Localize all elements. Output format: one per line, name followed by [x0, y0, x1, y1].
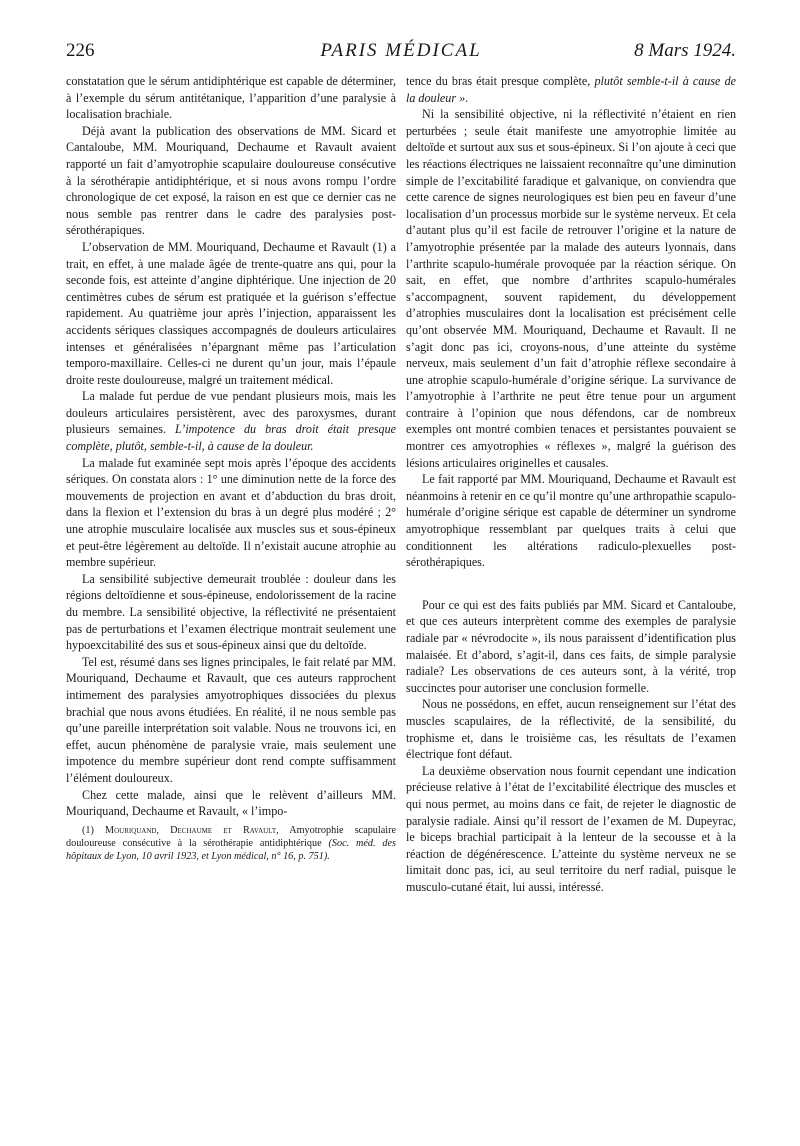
paragraph: Pour ce qui est des faits publiés par MM. Sicard et Cantaloube, et que ces auteurs interprètent comme des exemples de paralysie radiale par « névrodocite », ils nous paraissent d’identification plus malaisée. Et d’abord, s’agit-il, dans ces faits, de simple paralysie radiale? Les observations de ces auteurs sont, à la vérité, trop succinctes pour autoriser une conclusion formelle. [406, 597, 736, 695]
paragraph: La malade fut examinée sept mois après l’époque des accidents sériques. On constata alors : 1° une diminution nette de la force des mouvements de projection en avant et d’abduction du bras droit, dans la flexion et l’extension du bras à un degré plus modéré ; 2° une atrophie musculaire localisée aux muscles sus et sous-épineux et peut-être légèrement au deltoïde. Il n’existait aucune atrophie au membre supérieur. [66, 455, 396, 570]
issue-date: 8 Mars 1924. [634, 40, 736, 61]
paragraph: Chez cette malade, ainsi que le relèvent d’ailleurs MM. Mouriquand, Dechaume et Ravault, « l’impo- [66, 787, 396, 819]
footnote-title: Amyotrophie scapulaire douloureuse consécutive à la sérothérapie antidiphtérique [66, 824, 396, 849]
left-column [66, 73, 396, 863]
italic-text: L’impotence du bras droit était presque complète, plutôt, semble-t-il, à cause de la douleur. [66, 422, 396, 454]
section-gap [406, 571, 736, 597]
footnote-authors: (1) Mouriquand, Dechaume et Ravault, [82, 824, 279, 836]
paragraph: constatation que le sérum antidiphtérique est capable de déterminer, à l’exemple du sérum antitétanique, l’apparition d’une paralysie à localisation brachiale. [66, 74, 396, 122]
paragraph-text: tence du bras était presque complète, [406, 74, 591, 88]
journal-title: PARIS MÉDICAL [320, 40, 482, 61]
paragraph: Déjà avant la publication des observations de MM. Sicard et Cantaloube, MM. Mouriquand, Dechaume et Ravault avaient rapporté un fait d’amyotrophie scapulaire douloureuse consécutive à la sérothérapie antidiphtérique, et si nous avons rompu l’ordre chronologique de cet exposé, la raison en est que ce dernier cas ne nous semble pas rentrer dans le cadre des paralysies post-sérothérapiques. [66, 123, 396, 238]
paragraph: Ni la sensibilité objective, ni la réflectivité n’étaient en rien perturbées ; seule était manifeste une amyotrophie limitée au deltoïde et surtout aux sus et sous-épineux. Si l’on ajoute à ceci que les réactions électriques ne laissaient reconnaître qu’une diminution simple de l’excitabilité faradique et galvanique, on conviendra que cette carence de signes neurologiques est bien peu en faveur d’une localisation d’un processus morbide sur le système nerveux. Et cela d’autant plus qu’il est facile de retrouver l’origine et la nature de l’amyotrophie présentée par la malade des auteurs lyonnais, dans l’arthrite scapulo-humérale provoquée par la réaction sérique. On sait, en effet, que nombre d’arthrites scapulo-humérales s’accompagnent, souvent rapidement, du développement d’atrophies musculaires dont la localisation est précisément celle qu’ont observée MM. Mouriquand, Dechaume et Ravault. Il ne s’agit donc pas ici, croyons-nous, d’une atteinte du système nerveux, mais seulement d’un fait d’atrophie réflexe secondaire à une atrophie scapulo-humérale d’origine sérique. La survivance de l’amyotrophie à l’arthrite ne peut être tenue pour un argument contraire à l’opinion que nous défendons, car de nombreux exemples ont montré combien tenaces et persistantes pouvaient se montrer ces amyotrophies « réflexes », malgré la guérison des lésions articulaires originelles et causales. [406, 107, 736, 470]
paragraph: Le fait rapporté par MM. Mouriquand, Dechaume et Ravault est néanmoins à retenir en ce qu’il montre qu’une arthropathie scapulo-humérale d’origine sérique est capable de déterminer un syndrome amyotrophique ressemblant par quelques traits à celui que conditionnent les altérations radiculo-plexuelles post-sérothérapiques. [406, 472, 736, 570]
page-header [66, 40, 736, 70]
italic-text: plutôt semble-t-il à cause de la douleur » [406, 74, 736, 105]
paragraph: L’observation de MM. Mouriquand, Dechaume et Ravault (1) a trait, en effet, à une malade âgée de trente-quatre ans qui, pour la seconde fois, est atteinte d’angine diphtérique. Une injection de 20 centimètres cubes de sérum est pratiquée et la guérison s’effectue rapidement. Au quatrième jour après l’injection, apparaissent les accidents sériques classiques accompagnés de douleurs articulaires intenses et généralisées n’épargnant même pas l’articulation temporo-maxillaire. Celles-ci ne durent qu’un jour, mais l’épaule droite reste douloureuse, malgré un traitement médical. [66, 239, 396, 387]
page-number: 226 [66, 40, 95, 61]
paragraph: La sensibilité subjective demeurait troublée : douleur dans les régions deltoïdienne et sous-épineuse, endolorissement de la racine du membre. La sensibilité objective, la réflectivité ne présentaient pas de perturbations et l’examen électrique montrait seulement une hypoexcitabilité des sus et sous-épineux ainsi que du deltoïde. [66, 571, 396, 653]
paragraph: Nous ne possédons, en effet, aucun renseignement sur l’état des muscles scapulaires, de la réflectivité, de la sensibilité, du trophisme et, dans le troisième cas, les résultats de l’examen électrique font défaut. [406, 697, 736, 762]
footnote-source: (Soc. méd. des hôpitaux de Lyon, 10 avril 1923, et Lyon médical, n° 16, p. 751). [66, 837, 397, 862]
paragraph [66, 388, 396, 454]
paragraph [406, 73, 736, 106]
paragraph: La deuxième observation nous fournit cependant une indication précieuse relative à l’état de l’excitabilité électrique des muscles et qui nous permet, au moins dans ce fait, de rejeter le diagnostic de paralysie radiale. Ainsi qu’il ressort de l’examen de M. Dupeyrac, le biceps brachial participait à la lenteur de la secousse et à la réaction de dégénérescence. L’atteinte du système nerveux ne se limitait donc pas, ici, au seul territoire du nerf radial, puisque le musculo-cutané était, lui aussi, intéressé. [406, 763, 736, 894]
paragraph-end: . [465, 90, 469, 105]
paragraph-text: La malade fut perdue de vue pendant plusieurs mois, mais les douleurs articulaires persistèrent, avec des paroxysmes, durant plusieurs semaines. [66, 389, 396, 437]
right-column [406, 73, 736, 896]
footnote [66, 824, 396, 863]
paragraph: Tel est, résumé dans ses lignes principales, le fait relaté par MM. Mouriquand, Dechaume et Ravault, que ces auteurs rapprochent intimement des paralysies amyotrophiques dissociées du plexus brachial que nous avons étudiées. En réalité, il ne nous semble pas qu’une pareille interprétation soit valable. Nous ne trouvons ici, en effet, aucun phénomène de paralysie vraie, mais seulement une impotence du membre supérieur dont rend compte suffisamment l’élément douloureux. [66, 654, 396, 785]
